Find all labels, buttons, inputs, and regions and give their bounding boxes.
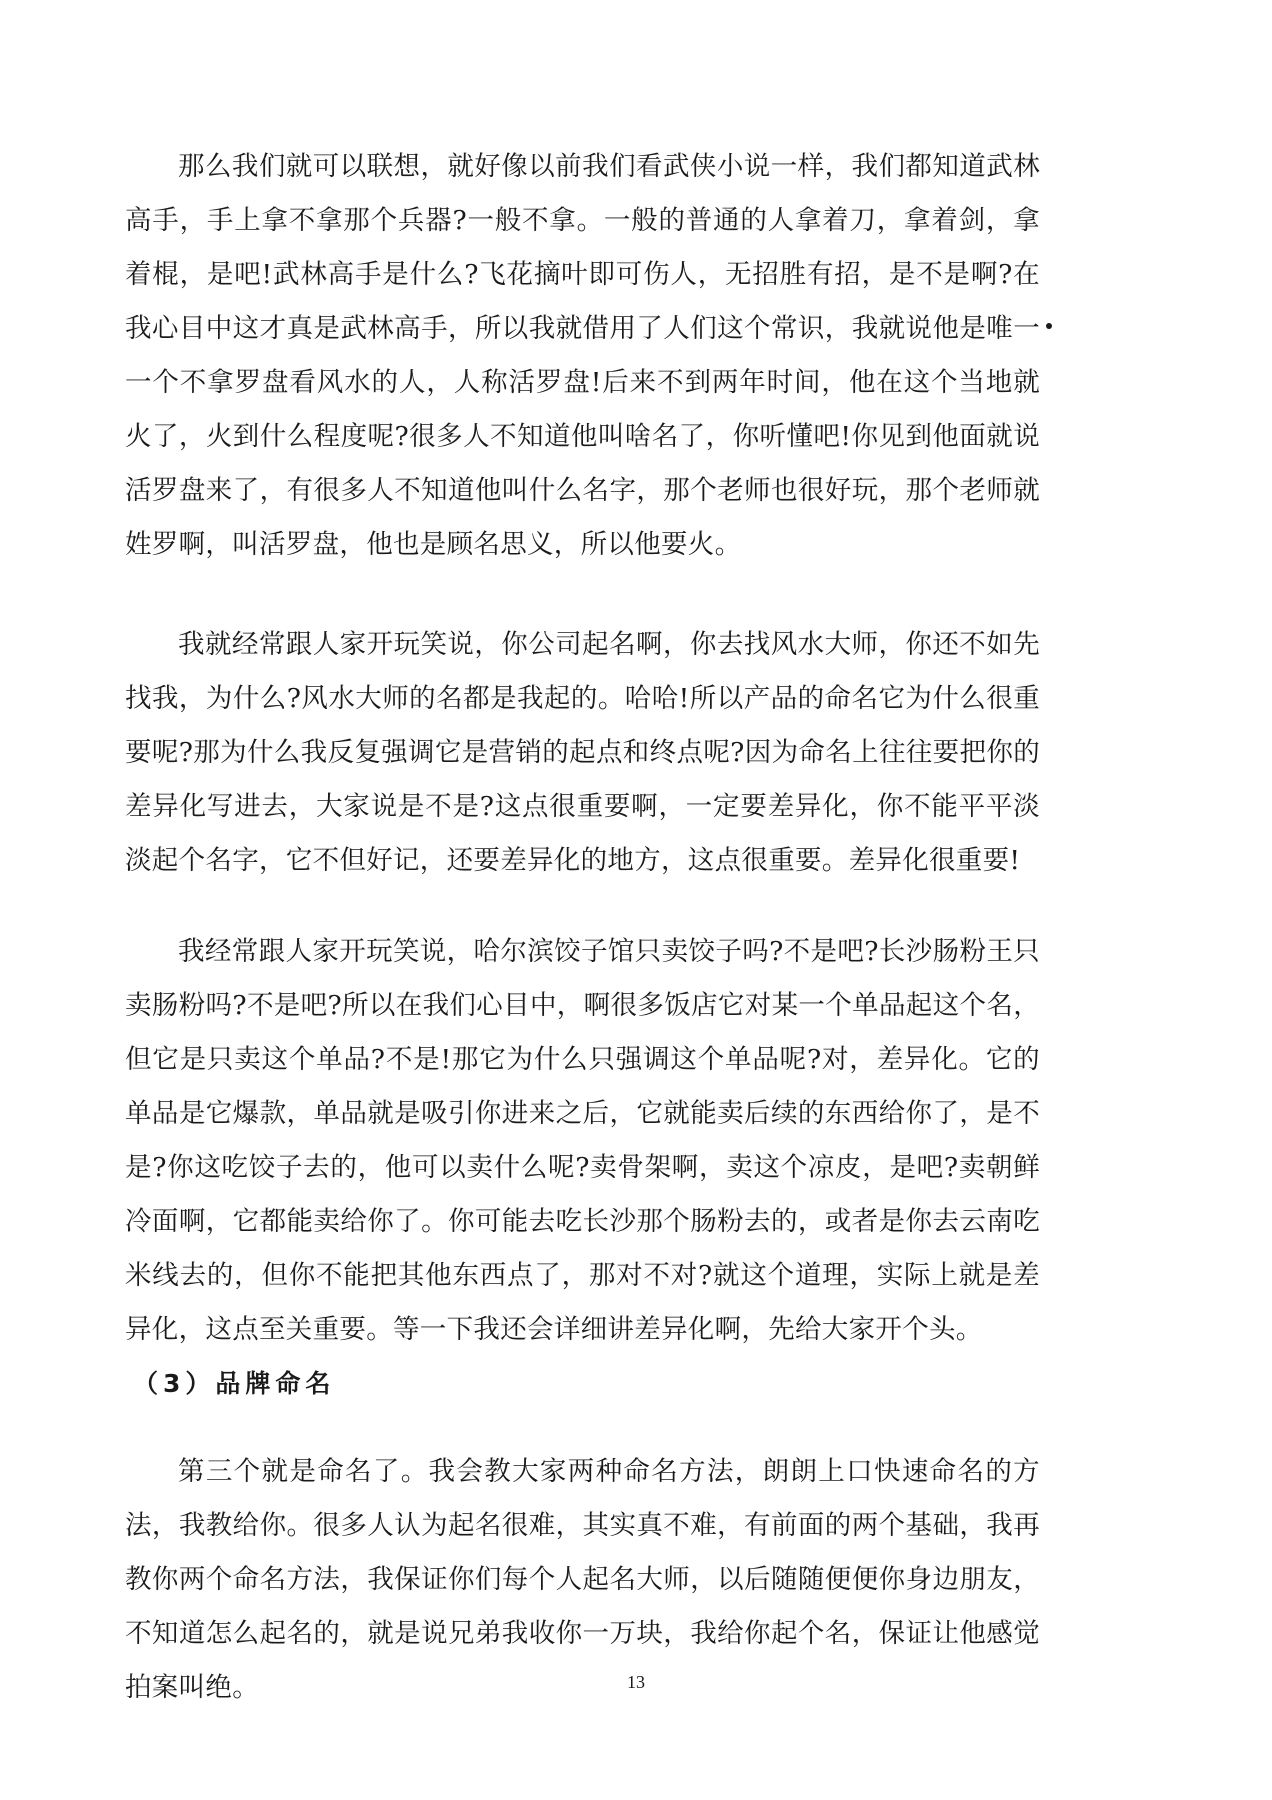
paragraph-1: 那么我们就可以联想，就好像以前我们看武侠小说一样，我们都知道武林高手，手上拿不拿那个兵器?一般不拿。一般的普通的人拿着刀，拿着剑，拿着棍，是吧!武林高手是什么?飞花摘叶即可伤人，无招胜有招，是不是啊?在我心目中这才真是武林高手，所以我就借用了人们这个常识，我就说他是唯一一个不拿罗盘看风水的人，人称活罗盘!后来不到两年时间，他在这个当地就火了，火到什么程度呢?很多人不知道他叫啥名了，你听懂吧!你见到他面就说活罗盘来了，有很多人不知道他叫什么名字，那个老师也很好玩，那个老师就姓罗啊，叫活罗盘，他也是顾名思义，所以他要火。 xyxy=(125,151,1040,560)
paragraph-4: 第三个就是命名了。我会教大家两种命名方法，朗朗上口快速命名的方法，我教给你。很多人认为起名很难，其实真不难，有前面的两个基础，我再教你两个命名方法，我保证你们每个人起名大师，以后随随便便你身边朋友，不知道怎么起名的，就是说兄弟我收你一万块，我给你起个名，保证让他感觉拍案叫绝。 xyxy=(125,1456,1040,1703)
paragraph-3: 我经常跟人家开玩笑说，哈尔滨饺子馆只卖饺子吗?不是吧?长沙肠粉王只卖肠粉吗?不是吧?所以在我们心目中，啊很多饭店它对某一个单品起这个名，但它是只卖这个单品?不是!那它为什么只强调这个单品呢?对，差异化。它的单品是它爆款，单品就是吸引你进来之后，它就能卖后续的东西给你了，是不是?你这吃饺子去的，他可以卖什么呢?卖骨架啊，卖这个凉皮，是吧?卖朝鲜冷面啊，它都能卖给你了。你可能去吃长沙那个肠粉去的，或者是你去云南吃米线去的，但你不能把其他东西点了，那对不对?就这个道理，实际上就是差异化，这点至关重要。等一下我还会详细讲差异化啊，先给大家开个头。 xyxy=(125,936,1040,1345)
paragraph-2: 我就经常跟人家开玩笑说，你公司起名啊，你去找风水大师，你还不如先找我，为什么?风水大师的名都是我起的。哈哈!所以产品的命名它为什么很重要呢?那为什么我反复强调它是营销的起点和终点呢?因为命名上往往要把你的差异化写进去，大家说是不是?这点很重要啊，一定要差异化，你不能平平淡淡起个名字，它不但好记，还要差异化的地方，这点很重要。差异化很重要! xyxy=(125,629,1040,876)
page-number: 13 xyxy=(627,1672,645,1692)
section-heading: （3）品牌命名 xyxy=(133,1369,336,1398)
bullet-dot xyxy=(1046,323,1052,329)
